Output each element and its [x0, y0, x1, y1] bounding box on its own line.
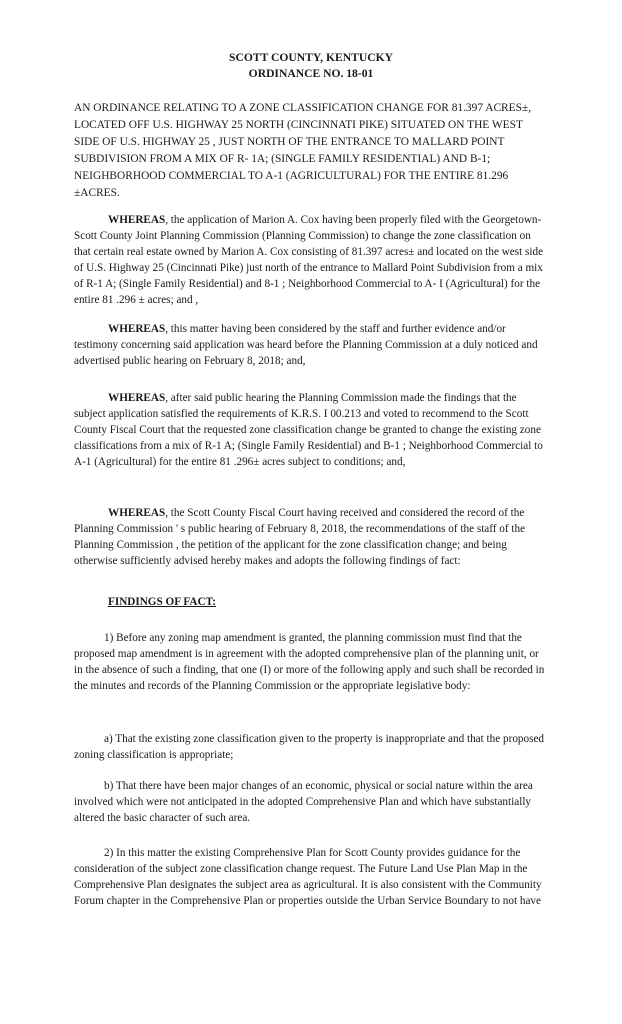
whereas-keyword: WHEREAS	[108, 507, 166, 519]
whereas-keyword: WHEREAS	[108, 392, 166, 404]
whereas-keyword: WHEREAS	[108, 214, 166, 226]
whereas-paragraph-1	[74, 212, 550, 308]
whereas-text: , the application of Marion A. Cox having been properly filed with the Georgetown- Scott County Joint Planning Commission (Planning Commission) to change the zone classification on that certain real estate owned by Marion A. Cox consisting of 81.397 acres± and located on the west side of U.S. Highway 25 (Cincinnati Pike) just north of the entrance to Mallard Point Subdivision from a mix of R-1 A; (Single Family Residential) and 8-1 ; Neighborhood Commercial to A- I (Agricultural) for the entire 81 .296 ± acres; and ,	[74, 214, 544, 306]
finding-1a: a) That the existing zone classification given to the property is inappropriate and that the proposed zoning classification is appropriate;	[74, 733, 545, 761]
whereas-paragraph-4	[74, 505, 550, 569]
finding-1: 1) Before any zoning map amendment is granted, the planning commission must find that the proposed map amendment is in agreement with the adopted comprehensive plan of the planning unit, or in the absence of such a finding, that one (I) or more of the following apply and such shall be recorded in the minutes and records of the Planning Commission or the appropriate legislative body:	[74, 632, 545, 692]
whereas-keyword: WHEREAS	[108, 323, 166, 335]
document-title	[0, 50, 622, 82]
ordinance-preamble: AN ORDINANCE RELATING TO A ZONE CLASSIFICATION CHANGE FOR 81.397 ACRES±, LOCATED OFF U.S. HIGHWAY 25 NORTH (CINCINNATI PIKE) SITUATED ON THE WEST SIDE OF U.S. HIGHWAY 25 , JUST NORTH OF THE ENTRANCE TO MALLARD POINT SUBDIVISION FROM A MIX OF R- 1A; (SINGLE FAMILY RESIDENTIAL) AND B-1; NEIGHBORHOOD COMMERCIAL TO A-1 (AGRICULTURAL) FOR THE ENTIRE 81.296 ±ACRES.	[74, 102, 532, 199]
county-heading: SCOTT COUNTY, KENTUCKY	[229, 51, 393, 64]
whereas-text: , after said public hearing the Planning Commission made the findings that the subject application satisfied the requirements of K.R.S. I 00.213 and voted to recommend to the Scott County Fiscal Court that the requested zone classification change be granted to change the existing zone classifications from a mix of R-1 A; (Single Family Residential) and B-1 ; Neighborhood Commercial to A-1 (Agricultural) for the entire 81 .296± acres subject to conditions; and,	[74, 392, 543, 468]
whereas-text: , this matter having been considered by the staff and further evidence and/or testimony concerning said application was heard before the Planning Commission at a duly noticed and advertised public hearing on February 8, 2018; and,	[74, 323, 538, 367]
finding-2: 2) In this matter the existing Comprehensive Plan for Scott County provides guidance for the consideration of the subject zone classification change request. The Future Land Use Plan Map in the Comprehensive Plan designates the subject area as agricultural. It is also consistent with the Community Forum chapter in the Comprehensive Plan or properties outside the Urban Service Boundary to not have	[74, 847, 542, 907]
whereas-paragraph-3	[74, 390, 550, 470]
findings-heading: FINDINGS OF FACT:	[108, 596, 216, 608]
finding-1b: b) That there have been major changes of an economic, physical or social nature within the area involved which were not anticipated in the adopted Comprehensive Plan and which have substantially altered the basic character of such area.	[74, 780, 533, 824]
ordinance-number: ORDINANCE NO. 18-01	[248, 67, 374, 80]
whereas-text: , the Scott County Fiscal Court having received and considered the record of the Planning Commission ' s public hearing of February 8, 2018, the recommendations of the staff of the Planning Commission , the petition of the applicant for the zone classification change; and being otherwise sufficiently advised hereby makes and adopts the following findings of fact:	[74, 507, 526, 567]
whereas-paragraph-2	[74, 321, 550, 369]
